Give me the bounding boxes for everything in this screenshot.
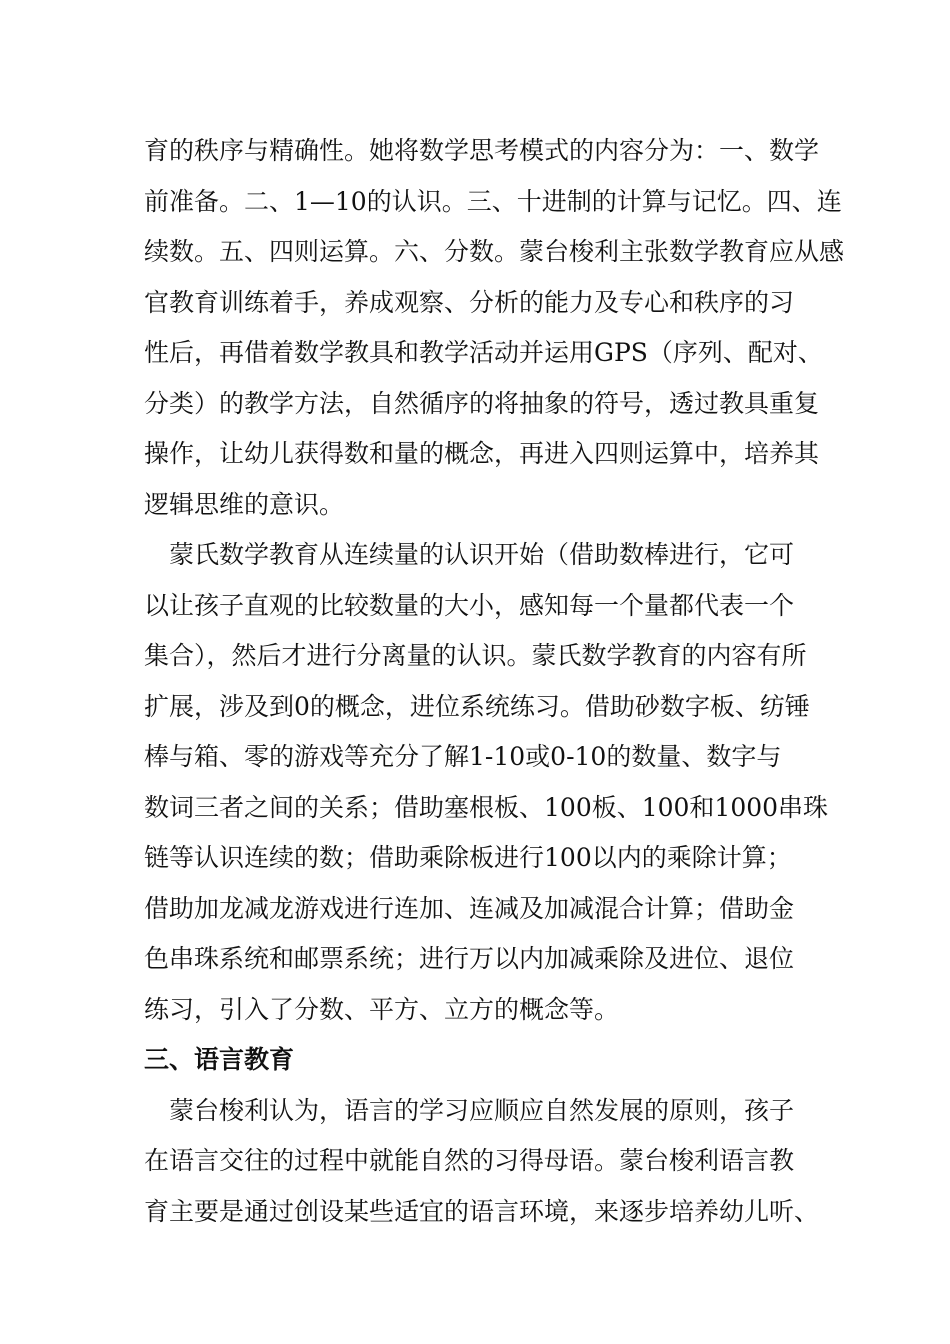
body-line: 性后，再借着数学教具和教学活动并运用GPS（序列、配对、 [144, 338, 823, 367]
body-line: 色串珠系统和邮票系统；进行万以内加减乘除及进位、退位 [144, 944, 795, 973]
body-line: 前准备。二、1—10的认识。三、十进制的计算与记忆。四、连 [144, 186, 842, 216]
body-line: 育的秩序与精确性。她将数学思考模式的内容分为：一、数学 [144, 136, 820, 165]
body-line: 官教育训练着手，养成观察、分析的能力及专心和秩序的习 [144, 287, 795, 317]
body-line: 集合），然后才进行分离量的认识。蒙氏数学教育的内容有所 [144, 641, 807, 670]
section-heading: 三、语言教育 [144, 1045, 295, 1074]
body-line: 续数。五、四则运算。六、分数。蒙台梭利主张数学教育应从感 [144, 237, 845, 266]
body-line: 数词三者之间的关系；借助塞根板、100板、100和1000串珠 [144, 792, 829, 822]
body-line: 蒙台梭利认为，语言的学习应顺应自然发展的原则，孩子 [144, 1095, 795, 1125]
body-line: 链等认识连续的数；借助乘除板进行100以内的乘除计算； [144, 843, 792, 872]
body-line: 练习，引入了分数、平方、立方的概念等。 [144, 994, 620, 1024]
body-line: 扩展，涉及到0的概念，进位系统练习。借助砂数字板、纺锤 [144, 691, 810, 721]
body-line: 分类）的教学方法，自然循序的将抽象的符号，透过教具重复 [144, 388, 820, 418]
document-body [144, 126, 845, 1237]
body-line: 在语言交往的过程中就能自然的习得母语。蒙台梭利语言教 [144, 1146, 795, 1175]
body-line: 操作，让幼儿获得数和量的概念，再进入四则运算中，培养其 [144, 439, 820, 468]
body-line: 逻辑思维的意识。 [144, 489, 345, 519]
body-line: 蒙氏数学教育从连续量的认识开始（借助数棒进行，它可 [144, 540, 795, 569]
body-line: 借助加龙减龙游戏进行连加、连减及加减混合计算；借助金 [144, 893, 795, 923]
body-line: 棒与箱、零的游戏等充分了解1-10或0-10的数量、数字与 [144, 742, 782, 771]
body-line: 育主要是通过创设某些适宜的语言环境，来逐步培养幼儿听、 [144, 1196, 820, 1226]
body-line: 以让孩子直观的比较数量的大小，感知每一个量都代表一个 [144, 590, 795, 620]
